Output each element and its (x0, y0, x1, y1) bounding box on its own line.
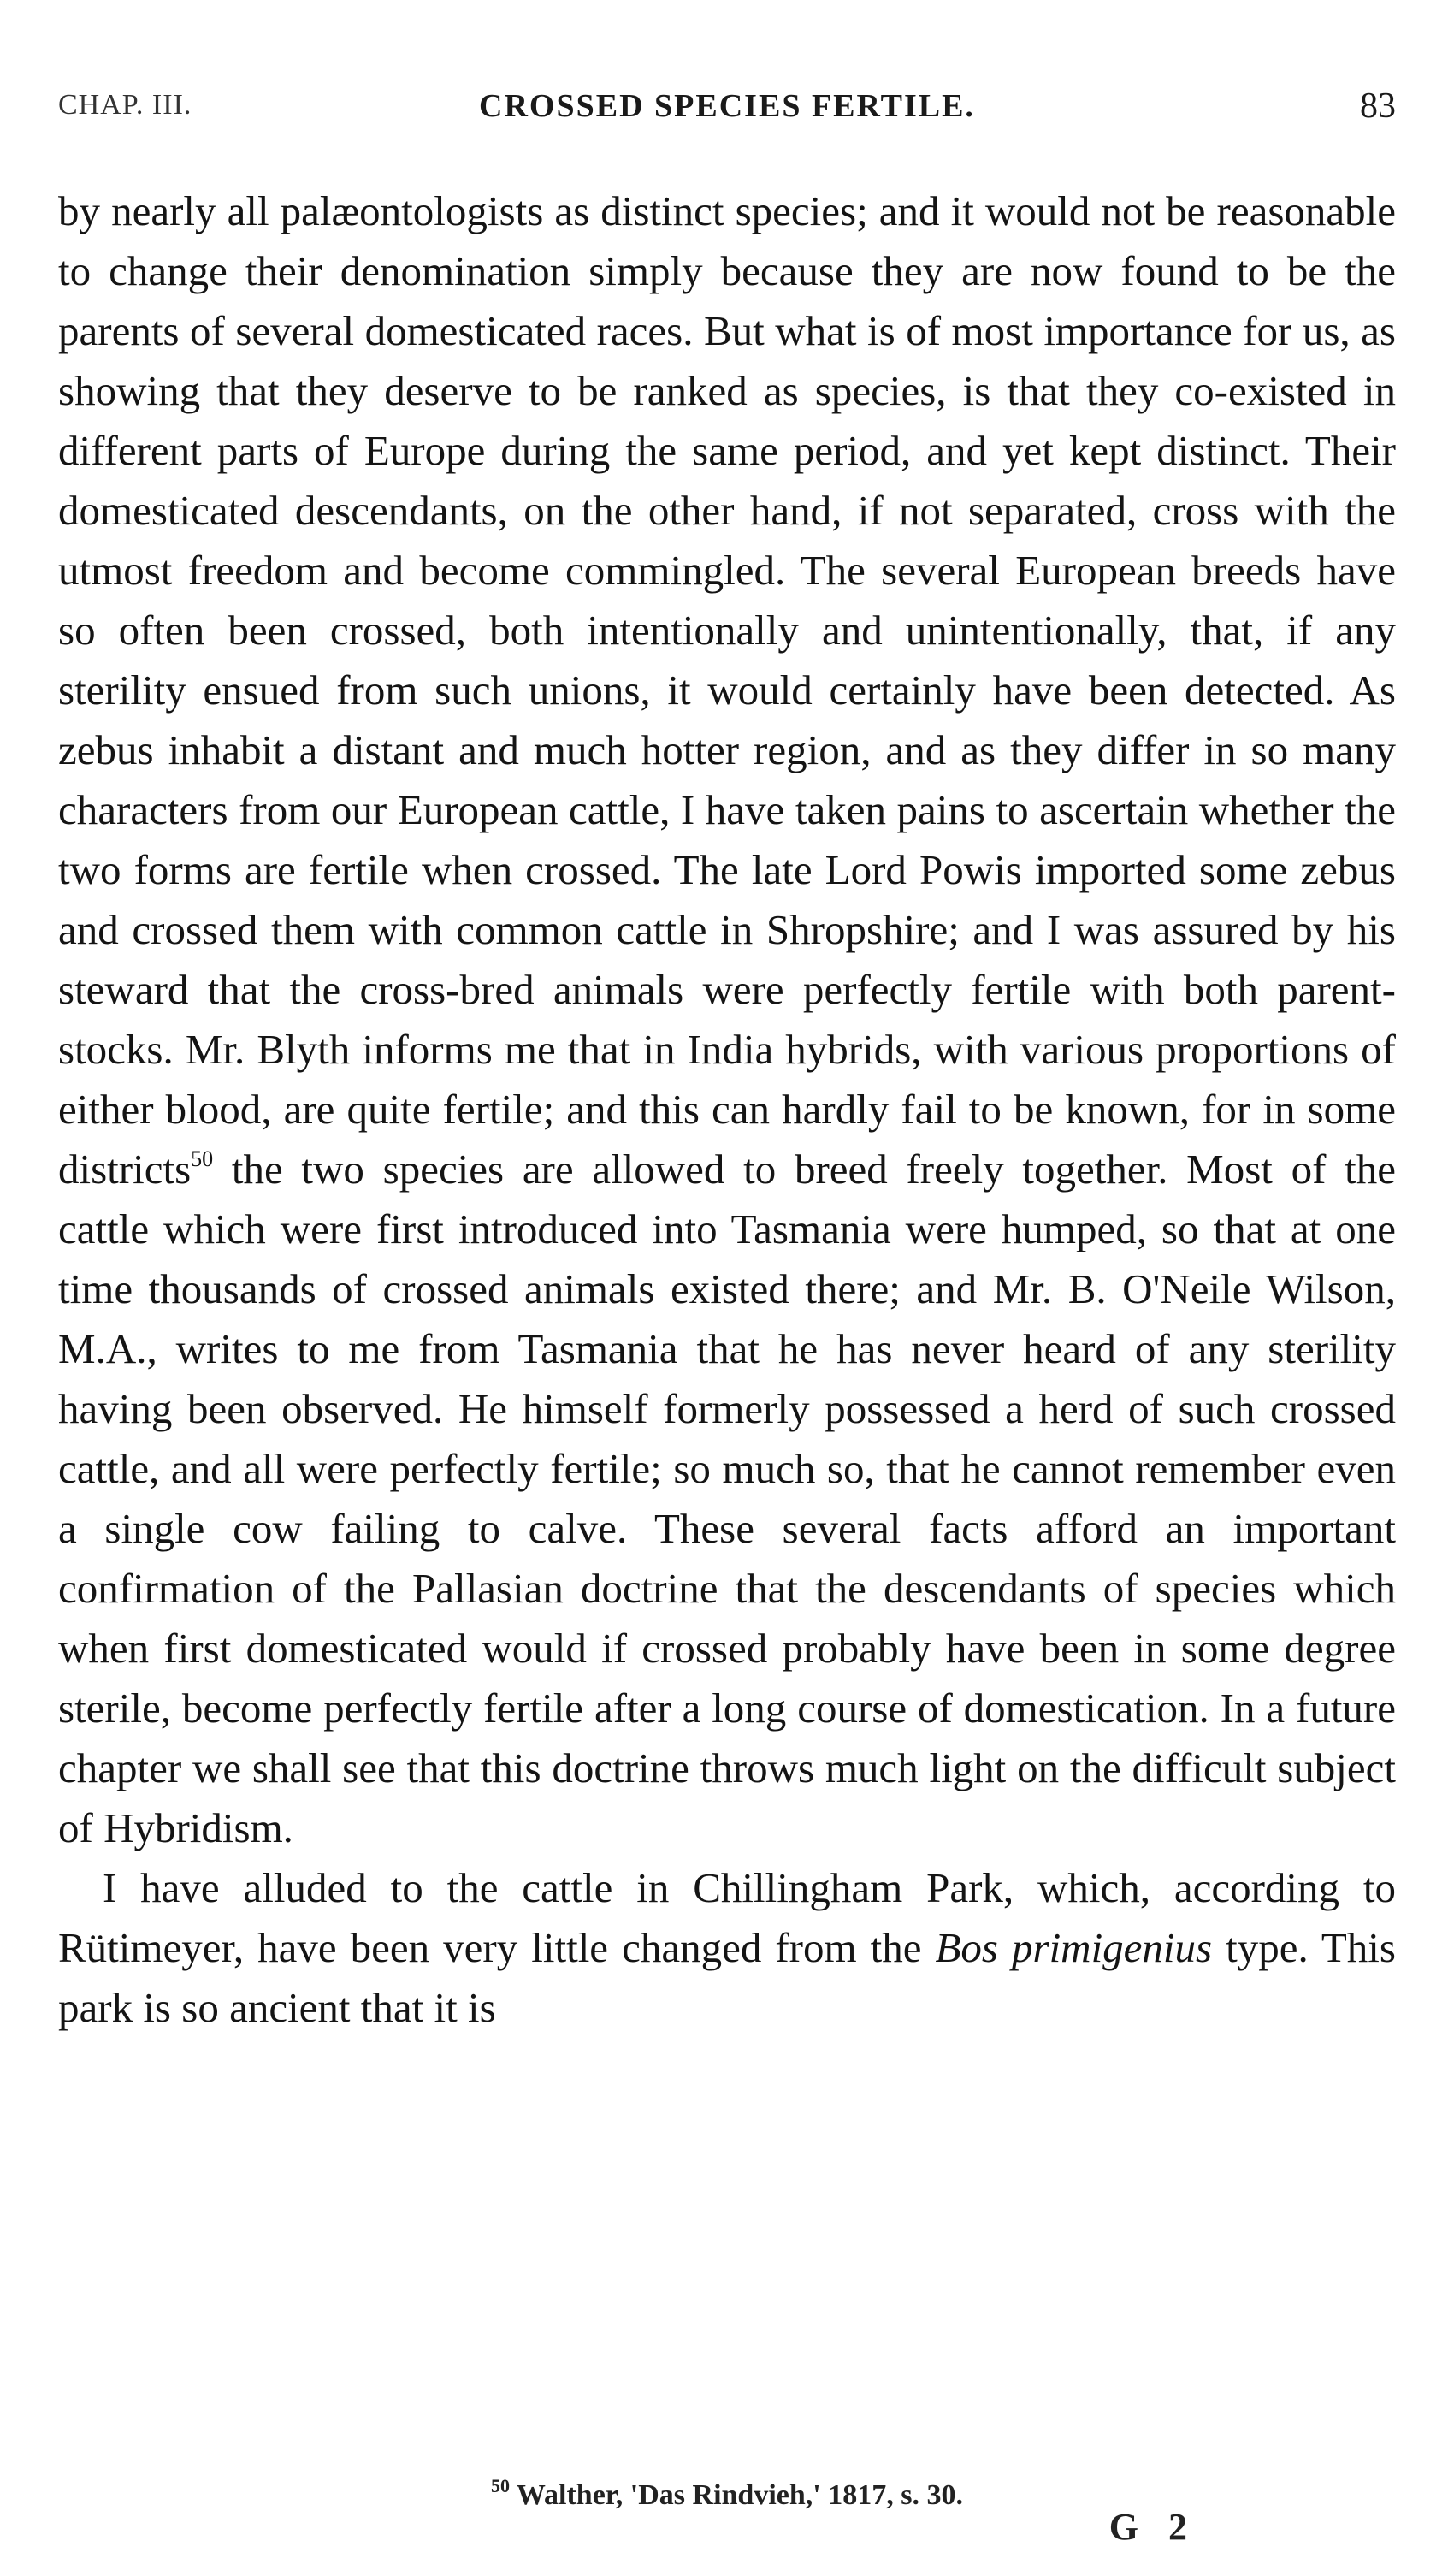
species-name: Bos primigenius (935, 1924, 1213, 1971)
chapter-label: CHAP. III. (58, 89, 192, 121)
main-text (58, 181, 1396, 2038)
paragraph-1 (58, 181, 1396, 1858)
running-header (58, 82, 1396, 142)
page-number: 83 (1360, 86, 1396, 126)
paragraph-2 (58, 1858, 1396, 2038)
footnote-number: 50 (491, 2475, 511, 2496)
footnote-text: Walther, 'Das Rindvieh,' 1817, s. 30. (510, 2479, 963, 2511)
paragraph-1-text: by nearly all palæontologists as distinct species; and it would not be reasonable to change their denomination simply because they are now found to be the parents of several domesticated races. But what is of most importance for us, as showing that they deserve to be ranked as species, is that they co-existed in different parts of Europe during the same period, and yet kept distinct. Their domesticated descendants, on the other hand, if not separated, cross with the utmost freedom and become commingled. The several European breeds have so often been crossed, both intentionally and unintentionally, that, if any sterility ensued from such unions, it would certainly have been detected. As zebus inhabit a distant and much hotter region, and as they differ in so many characters from our European cattle, I have taken pains to ascertain whether the two forms are fertile when crossed. The late Lord Powis imported some zebus and crossed them with common cattle in Shropshire; and I was assured by his steward that the cross-bred animals were perfectly fertile with both parent-stocks. Mr. Blyth informs me that in India hybrids, with various proportions of either blood, are quite fertile; and this can hardly fail to be known, for in some districts (58, 187, 1396, 1193)
paragraph-2-end: type. This park is so ancient that it is (58, 1924, 1396, 2031)
paragraph-1-continued: the two species are allowed to breed freely together. Most of the cattle which were first introduced into Tasmania were humped, so that at one time thousands of crossed animals existed there; and Mr. B. O'Neile Wilson, M.A., writes to me from Tasmania that he has never heard of any sterility having been observed. He himself formerly possessed a herd of such crossed cattle, and all were perfectly fertile; so much so, that he cannot remember even a single cow failing to calve. These several facts afford an important confirmation of the Pallasian doctrine that the descendants of species which when first domesticated would if crossed probably have been in some degree sterile, become perfectly fertile after a long course of domestication. In a future chapter we shall see that this doctrine throws much light on the difficult subject of Hybridism. (58, 1146, 1396, 1851)
paragraph-2-start: I have alluded to the cattle in Chillingham Park, which, according to Rütimeyer, have been very little changed from the (58, 1864, 1396, 1971)
running-title: CROSSED SPECIES FERTILE. (479, 88, 975, 124)
signature-mark: G 2 (1108, 2506, 1197, 2548)
footnote-reference: 50 (191, 1146, 214, 1171)
